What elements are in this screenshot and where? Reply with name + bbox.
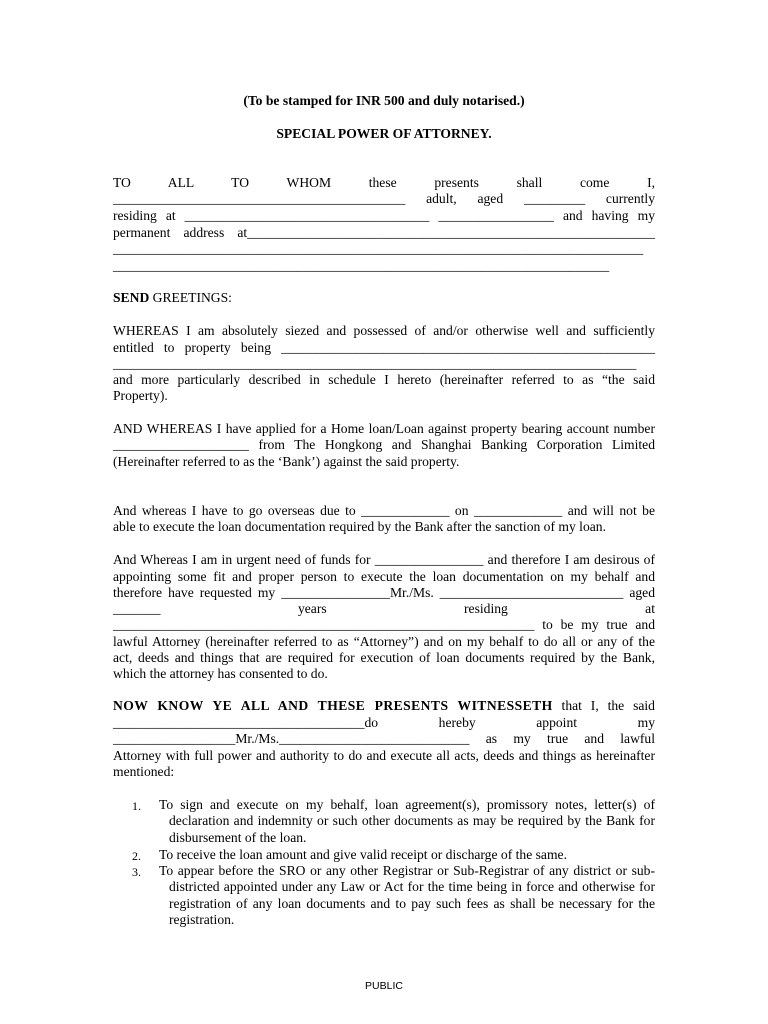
list-item-line: To receive the loan amount and give valid receipt or discharge of the same. [159, 847, 567, 862]
witnesseth-line: _____________________________________do hereby appoint my [113, 715, 655, 730]
list-item-line: registration. [169, 912, 235, 927]
whereas4-line: appointing some fit and proper person to execute the loan documentation on my behalf and [113, 569, 655, 584]
whereas4-line: ______________________________________________________________ to be my true and [113, 617, 655, 632]
intro-line: ______________________________________________________________________________ [113, 241, 644, 256]
whereas4-line: And Whereas I am in urgent need of funds for ________________ and therefore I am desirous of [113, 552, 655, 567]
witnesseth-line [113, 698, 655, 715]
whereas3-line: able to execute the loan documentation required by the Bank after the sanction of my loan. [113, 519, 606, 534]
whereas3-line: And whereas I have to go overseas due to _____________ on _____________ and will not be [113, 503, 655, 518]
witnesseth-line: __________________Mr./Ms.____________________________ as my true and lawful [113, 731, 655, 746]
whereas2-line: (Hereinafter referred to as the ‘Bank’) against the said property. [113, 454, 460, 469]
whereas1-line: Property). [113, 388, 168, 403]
whereas4-line: act, deeds and things that are required for execution of loan documents required by the Bank, [113, 650, 655, 665]
list-number: 1. [132, 799, 141, 813]
whereas4-line: therefore have requested my ________________Mr./Ms. ___________________________ aged [113, 585, 655, 600]
witnesseth-bold: NOW KNOW YE ALL AND THESE PRESENTS WITNESSETH [113, 698, 553, 713]
whereas2-line: ____________________ from The Hongkong and Shanghai Banking Corporation Limited [113, 437, 655, 452]
witnesseth-line: mentioned: [113, 764, 175, 779]
list-number: 3. [132, 865, 141, 879]
list-item-line: districted appointed under any Law or Act for the time being in force and otherwise for [169, 879, 655, 894]
greetings [113, 290, 655, 307]
intro-line: residing at ____________________________________ _________________ and having my [113, 208, 655, 223]
intro-line: _________________________________________________________________________ [113, 258, 610, 273]
intro-line: TO ALL TO WHOM these presents shall come I, [113, 175, 655, 190]
document-title: SPECIAL POWER OF ATTORNEY. [276, 126, 492, 141]
list-item-line: disbursement of the loan. [169, 830, 307, 845]
stamp-note: (To be stamped for INR 500 and duly notarised.) [243, 93, 525, 108]
list-item-line: To appear before the SRO or any other Registrar or Sub-Registrar of any district or sub- [159, 863, 655, 878]
whereas2-line: AND WHEREAS I have applied for a Home loan/Loan against property bearing account number [113, 421, 655, 436]
list-item-line: To sign and execute on my behalf, loan agreement(s), promissory notes, letter(s) of [159, 797, 655, 812]
list-number: 2. [132, 849, 141, 863]
whereas1-line: and more particularly described in schedule I hereto (hereinafter referred to as “the said [113, 372, 655, 387]
whereas4-line: which the attorney has consented to do. [113, 666, 328, 681]
whereas4-line: _______ years residing at [113, 601, 655, 616]
list-item-line: declaration and indemnity or such other documents as may be required by the Bank for [169, 813, 655, 828]
whereas1-line: _____________________________________________________________________________ [113, 356, 637, 371]
greetings-bold: SEND [113, 290, 150, 305]
witnesseth-line: Attorney with full power and authority to do and execute all acts, deeds and things as hereinafter [113, 748, 655, 763]
greetings-rest: GREETINGS: [149, 290, 232, 305]
witnesseth-rest: that I, the said [552, 698, 655, 713]
whereas1-line: WHEREAS I am absolutely siezed and possessed of and/or otherwise well and sufficiently [113, 323, 655, 338]
intro-line: ___________________________________________ adult, aged _________ currently [113, 191, 655, 206]
intro-line: permanent address at____________________________________________________________ [113, 225, 655, 240]
list-item-line: registration of any loan documents and to pay such fees as shall be necessary for the [169, 896, 655, 911]
whereas4-line: lawful Attorney (hereinafter referred to as “Attorney”) and on my behalf to do all or any of the [113, 634, 655, 649]
classification-label: PUBLIC [365, 980, 403, 992]
whereas1-line: entitled to property being _______________________________________________________ [113, 340, 655, 355]
